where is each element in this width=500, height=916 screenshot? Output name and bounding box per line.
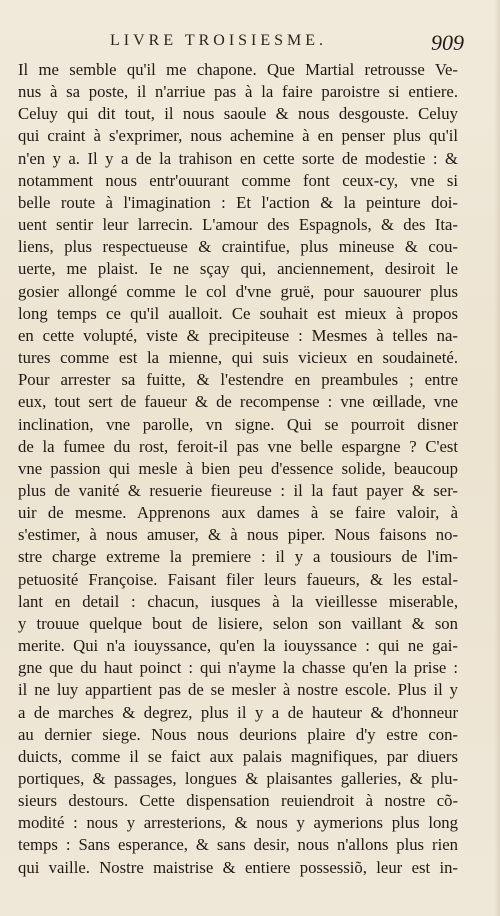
text-line: inclination, vne parolle, vn signe. Qui se pourroit disner xyxy=(18,414,458,434)
text-line: lant en detail : chacun, iusques à la vieillesse miserable, xyxy=(18,591,458,611)
text-line: plus de vanité & resuerie fieureuse : il la faut payer & ser- xyxy=(18,480,458,500)
text-line: nus à sa poste, il n'arriue pas à la faire paroistre si entiere. xyxy=(18,82,458,102)
text-line: eux, tout sert de faueur & de recompense : vne œillade, vne xyxy=(18,392,458,412)
text-line: notamment nous entr'ouurant comme font ceux-cy, vne si xyxy=(18,170,458,190)
page-edge-shadow xyxy=(494,0,500,916)
running-head: LIVRE TROISIESME. xyxy=(110,32,328,49)
text-line: belle route à l'imagination : Et l'action & la peinture doi- xyxy=(18,192,458,212)
text-line: de la fumee du rost, feroit-il pas vne belle espargne ? C'est xyxy=(18,436,458,456)
text-line: y trouue quelque bout de lisiere, selon son vaillant & son xyxy=(18,613,458,633)
text-line: petuosité Françoise. Faisant filer leurs faueurs, & les estal- xyxy=(18,569,458,589)
body-text xyxy=(18,59,458,879)
text-line: tures comme est la mienne, qui suis vicieux en soudaineté. xyxy=(18,348,458,368)
text-line: uir de mesme. Apprenons aux dames à se faire valoir, à xyxy=(18,503,458,523)
text-line: duicts, comme il se faict aux palais magnifiques, par diuers xyxy=(18,746,458,766)
text-line: uent sentir leur larrecin. L'amour des Espagnols, & des Ita- xyxy=(18,215,458,235)
text-line: vne passion qui mesle à bien peu d'essence solide, beaucoup xyxy=(18,458,458,478)
text-line: Pour arrester sa fuitte, & l'estendre en preambules ; entre xyxy=(18,370,458,390)
text-line: en cette volupté, viste & precipiteuse : Mesmes à telles na- xyxy=(18,325,458,345)
text-line: portiques, & passages, longues & plaisantes galleries, & plu- xyxy=(18,769,458,788)
text-line: n'en y a. Il y a de la trahison en cette sorte de modestie : & xyxy=(18,148,458,168)
page-number: 909 xyxy=(431,30,464,55)
text-line: qui vaille. Nostre maistrise & entiere possessiõ, leur est in- xyxy=(18,857,458,877)
text-line: il ne luy appartient pas de se mesler à nostre escole. Plus il y xyxy=(18,680,458,700)
text-line: au dernier siege. Nous nous deurions plaire d'y estre con- xyxy=(18,724,458,744)
text-line: sieurs destours. Cette dispensation reuiendroit à nostre cõ- xyxy=(18,791,458,811)
text-line: merite. Qui n'a iouyssance, qu'en la iouyssance : qui ne gai- xyxy=(18,636,458,656)
text-line: liens, plus respectueuse & craintifue, plus mineuse & cou- xyxy=(18,237,458,257)
text-line: modité : nous y arresterions, & nous y aymerions plus long xyxy=(18,813,458,833)
text-line: Il me semble qu'il me chapone. Que Martial retrousse Ve- xyxy=(18,60,458,79)
text-line: stre charge extreme la premiere : il y a tousiours de l'im- xyxy=(18,547,458,567)
text-line: temps : Sans esperance, & sans desir, nous n'allons plus rien xyxy=(18,835,458,855)
page-header xyxy=(0,32,500,58)
text-line: gne que du haut poinct : qui n'ayme la chasse qu'en la prise : xyxy=(18,658,458,678)
text-line: qui craint à s'exprimer, nous achemine à en penser plus qu'il xyxy=(18,126,458,146)
text-line: a de marches & degrez, plus il y a de hauteur & d'honneur xyxy=(18,702,458,722)
text-line: Celuy qui dit tout, il nous saoule & nous desgouste. Celuy xyxy=(18,104,458,124)
text-line: gosier allongé comme le col d'vne gruë, pour sauourer plus xyxy=(18,281,458,301)
text-line: long temps ce qu'il aualloit. Ce souhait est mieux à propos xyxy=(18,303,458,323)
text-line: s'estimer, à nous amuser, & à nous piper. Nous faisons no- xyxy=(18,525,458,545)
text-line: uerte, me plaist. Ie ne sçay qui, anciennement, desiroit le xyxy=(18,259,458,279)
